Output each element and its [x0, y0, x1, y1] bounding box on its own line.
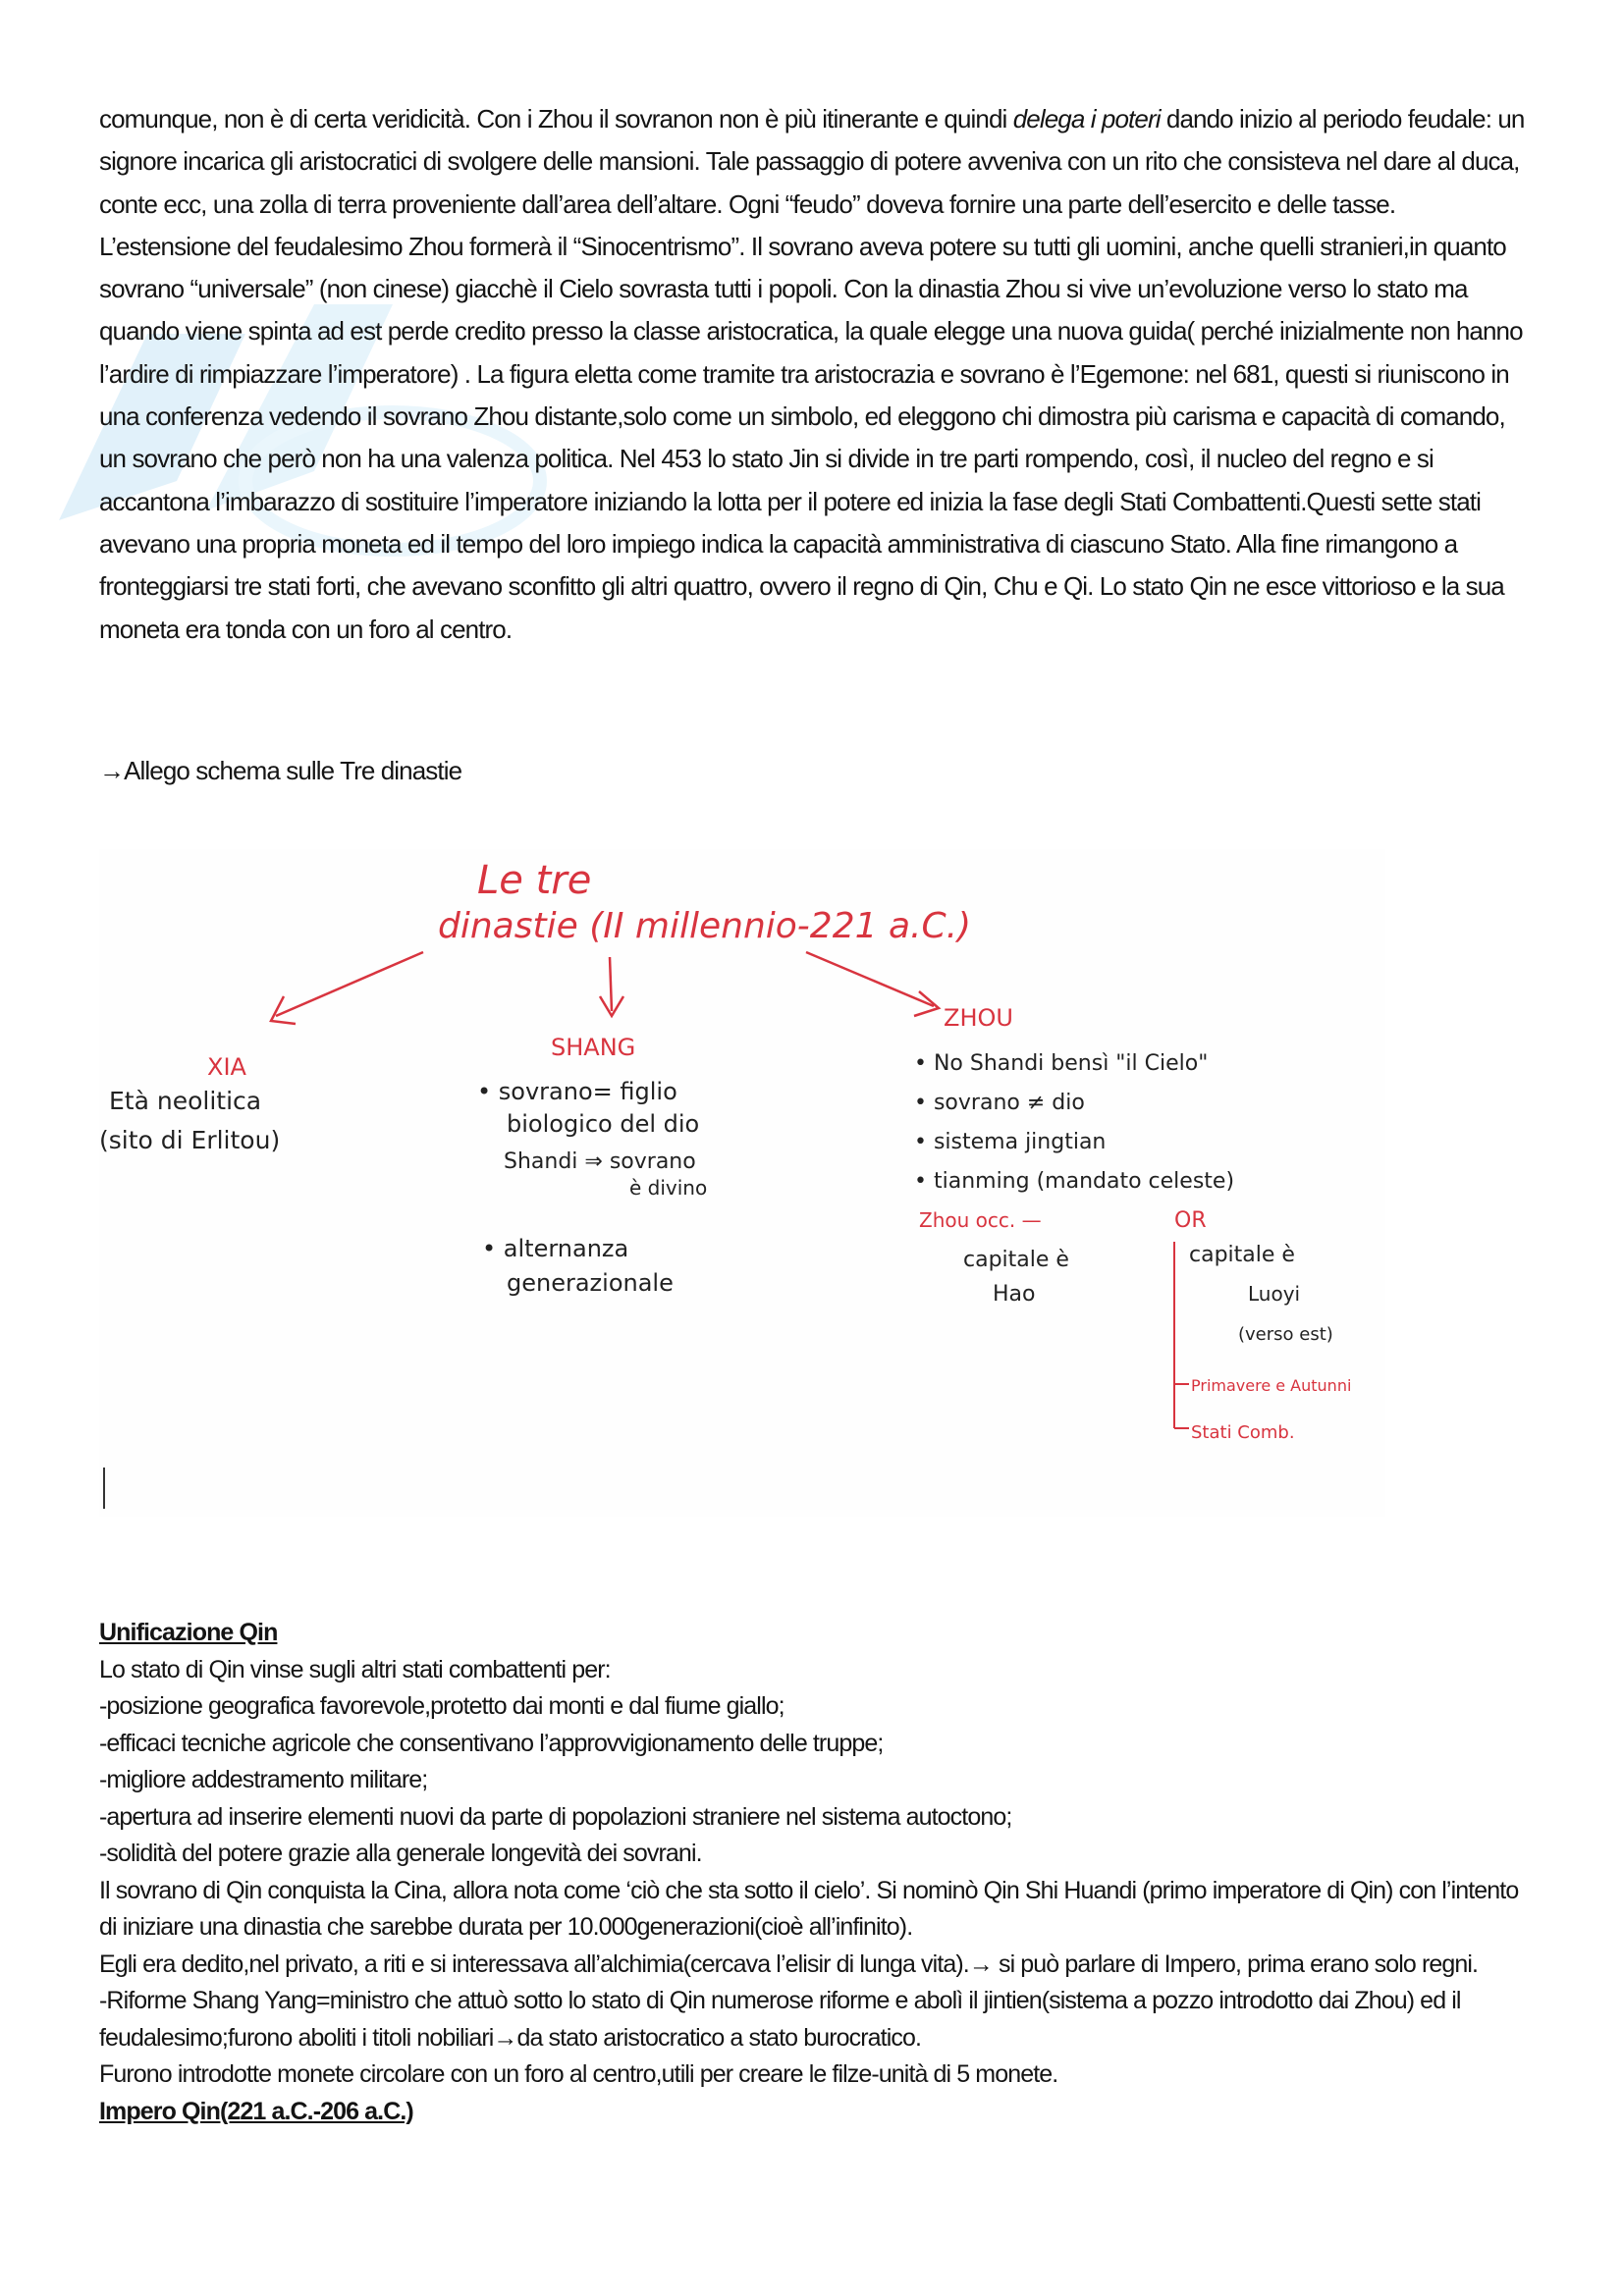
qin-line: -Riforme Shang Yang=ministro che attuò sotto lo stato di Qin numerose riforme e abolì il jintien(sistema a pozzo introdotto dai Zhou) ed il feudalesimo;furono aboliti i titoli nobiliari→da stato aristocratico a stato burocratico. [99, 1987, 1461, 2052]
zhou-east-capital: capitale è [1189, 1243, 1295, 1267]
zhou-branch: Stati Comb. [1191, 1422, 1295, 1443]
heading-unificazione-qin: Unificazione Qin [99, 1619, 278, 1646]
zhou-line: • No Shandi bensì "il Cielo" [914, 1051, 1209, 1076]
diagram-title-line2: dinastie (II millennio-221 a.C.) [438, 906, 972, 946]
shang-line: • sovrano= figlio [477, 1078, 677, 1105]
paragraph-zhou-feudal [99, 98, 1533, 651]
shang-line: generazionale [507, 1269, 674, 1297]
zhou-west-capital: capitale è [963, 1248, 1069, 1272]
zhou-east-capital: Luoyi [1248, 1282, 1301, 1306]
section-unificazione-qin [99, 1615, 1533, 2130]
qin-line: -posizione geografica favorevole,protetto dai monti e dal fiume giallo; [99, 1692, 784, 1720]
xia-line: Età neolitica [109, 1087, 262, 1115]
label-shang: SHANG [551, 1034, 636, 1061]
zhou-red-line-a: Zhou occ. — [919, 1208, 1042, 1232]
zhou-east-capital: (verso est) [1238, 1324, 1333, 1345]
qin-line: Il sovrano di Qin conquista la Cina, allora nota come ‘ciò che sta sotto il cielo’. Si nominò Qin Shi Huandi (primo imperatore di Qin) con l’intento di iniziare una dinastia che sarebbe durata per 10.000generazioni(cioè all’infinito). [99, 1876, 1519, 1941]
p1-italic: delega i poteri [1012, 104, 1161, 133]
xia-line: (sito di Erlitou) [99, 1126, 281, 1154]
attachment-note: →Allego schema sulle Tre dinastie [99, 756, 462, 785]
shang-line: biologico del dio [507, 1110, 700, 1138]
three-dynasties-diagram [99, 849, 1385, 1517]
zhou-west-capital: Hao [993, 1282, 1036, 1307]
qin-line: -solidità del potere grazie alla generale longevità dei sovrani. [99, 1840, 702, 1867]
qin-line: Lo stato di Qin vinse sugli altri stati combattenti per: [99, 1655, 611, 1683]
shang-line: Shandi ⇒ sovrano [504, 1149, 696, 1174]
shang-line: è divino [629, 1176, 708, 1200]
heading-impero-qin: Impero Qin(221 a.C.-206 a.C.) [99, 2097, 413, 2125]
qin-line: Furono introdotte monete circolare con un foro al centro,utili per creare le filze-unità di 5 monete. [99, 2060, 1058, 2088]
p1-text-a: comunque, non è di certa veridicità. Con i Zhou il sovranon non è più itinerante e quindi [99, 104, 1013, 133]
zhou-line: • sovrano ≠ dio [914, 1091, 1085, 1115]
zhou-line: • sistema jingtian [914, 1130, 1107, 1154]
label-xia: XIA [207, 1053, 246, 1081]
qin-line: -migliore addestramento militare; [99, 1766, 428, 1793]
zhou-branch: Primavere e Autunni [1191, 1376, 1352, 1395]
shang-line: • alternanza [482, 1235, 629, 1262]
diagram-title-line1: Le tre [477, 858, 592, 903]
zhou-red-line-b: OR [1174, 1208, 1207, 1233]
qin-line: Egli era dedito,nel privato, a riti e si interessava all’alchimia(cercava l’elisir di lunga vita).→ si può parlare di Impero, prima erano solo regni. [99, 1949, 1479, 1978]
qin-line: -efficaci tecniche agricole che consentivano l’approvvigionamento delle truppe; [99, 1729, 884, 1757]
label-zhou: ZHOU [944, 1004, 1013, 1032]
zhou-line: • tianming (mandato celeste) [914, 1169, 1235, 1194]
p1-text-b: dando inizio al periodo feudale: un signore incarica gli aristocratici di svolgere delle mansioni. Tale passaggio di potere avveniva con un rito che consisteva nel dare al duca, conte ecc, una zolla di terra proveniente dall’area dell’altare. Ogni “feudo” doveva fornire una parte dell’esercito e delle tasse. L’estensione del feudalesimo Zhou formerà il “Sinocentrismo”. Il sovrano aveva potere su tutti gli uomini, anche quelli stranieri,in quanto sovrano “universale” (non cinese) giacchè il Cielo sovrasta tutti i popoli. Con la dinastia Zhou si vive un’evoluzione verso lo stato ma quando viene spinta ad est perde credito presso la classe aristocratica, la quale elegge una nuova guida( perché inizialmente non hanno l’ardire di rimpiazzare l’imperatore) . La figura eletta come tramite tra aristocrazia e sovrano è l’Egemone: nel 681, questi si riuniscono in una conferenza vedendo il sovrano Zhou distante,solo come un simbolo, ed eleggono chi dimostra più carisma e capacità di comando, un sovrano che però non ha una valenza politica. Nel 453 lo stato Jin si divide in tre parti rompendo, così, il nucleo del regno e si accantona l’imbarazzo di sostituire l’imperatore iniziando la lotta per il potere ed inizia la fase degli Stati Combattenti.Questi sette stati avevano una propria moneta ed il tempo del loro impiego indica la capacità amministrativa di ciascuno Stato. Alla fine rimangono a fronteggiarsi tre stati forti, che avevano sconfitto gli altri quattro, ovvero il regno di Qin, Chu e Qi. Lo stato Qin ne esce vittorioso e la sua moneta era tonda con un foro al centro. [99, 104, 1525, 644]
qin-line: -apertura ad inserire elementi nuovi da parte di popolazioni straniere nel sistema autoctono; [99, 1802, 1012, 1831]
